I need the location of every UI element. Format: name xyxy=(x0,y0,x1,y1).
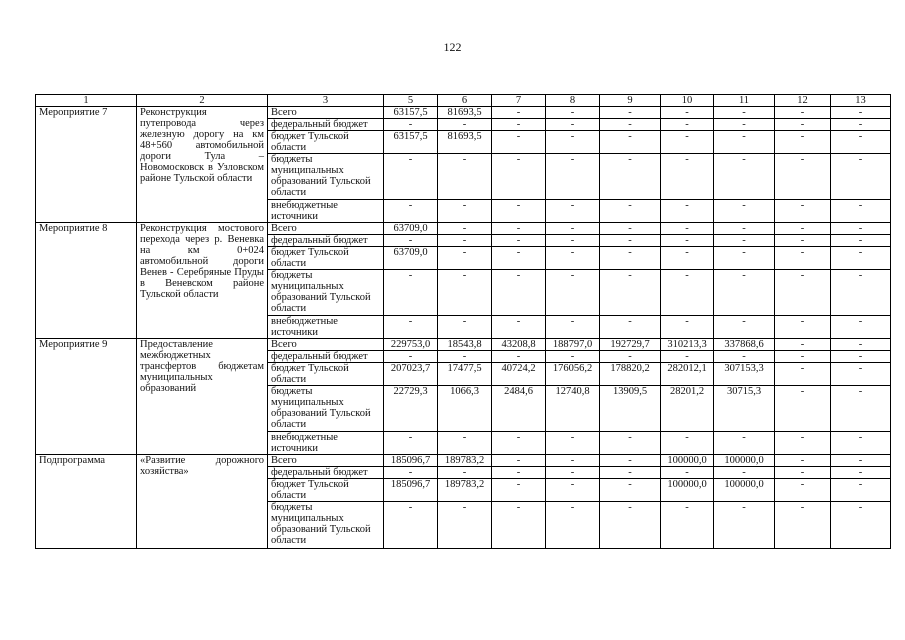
value-cell: - xyxy=(546,131,600,154)
value-cell: - xyxy=(384,467,438,479)
funding-source: бюджет Тульской области xyxy=(268,363,384,386)
funding-source: бюджеты муниципальных образований Тульской области xyxy=(268,386,384,432)
value-cell: - xyxy=(600,235,661,247)
value-cell: - xyxy=(492,467,546,479)
column-header: 11 xyxy=(714,95,775,107)
value-cell: - xyxy=(831,455,891,467)
value-cell: - xyxy=(831,467,891,479)
value-cell: 189783,2 xyxy=(438,455,492,467)
funding-source: внебюджетные источники xyxy=(268,316,384,339)
value-cell: - xyxy=(384,154,438,200)
value-cell: - xyxy=(714,107,775,119)
value-cell: - xyxy=(775,363,831,386)
funding-source: бюджет Тульской области xyxy=(268,479,384,502)
value-cell: 337868,6 xyxy=(714,339,775,351)
funding-source: внебюджетные источники xyxy=(268,432,384,455)
value-cell: - xyxy=(714,247,775,270)
measure-description: Предоставление межбюджетных трансфертов бюджетам муниципальных образований xyxy=(137,339,268,455)
value-cell: 100000,0 xyxy=(714,455,775,467)
value-cell: - xyxy=(438,235,492,247)
value-cell: - xyxy=(775,479,831,502)
value-cell: 12740,8 xyxy=(546,386,600,432)
value-cell: - xyxy=(492,479,546,502)
value-cell: - xyxy=(600,154,661,200)
value-cell: - xyxy=(714,119,775,131)
value-cell: - xyxy=(600,107,661,119)
value-cell: - xyxy=(438,270,492,316)
value-cell: 100000,0 xyxy=(661,455,714,467)
funding-source: федеральный бюджет xyxy=(268,467,384,479)
value-cell: - xyxy=(600,131,661,154)
value-cell: - xyxy=(661,131,714,154)
value-cell: 63709,0 xyxy=(384,247,438,270)
value-cell: - xyxy=(600,270,661,316)
value-cell: 81693,5 xyxy=(438,107,492,119)
value-cell: 189783,2 xyxy=(438,479,492,502)
value-cell: - xyxy=(831,479,891,502)
value-cell: 40724,2 xyxy=(492,363,546,386)
table-row xyxy=(36,339,891,351)
value-cell: - xyxy=(546,200,600,223)
value-cell: 192729,7 xyxy=(600,339,661,351)
value-cell: - xyxy=(546,316,600,339)
value-cell: - xyxy=(546,432,600,455)
value-cell: 185096,7 xyxy=(384,455,438,467)
column-header: 9 xyxy=(600,95,661,107)
funding-source: федеральный бюджет xyxy=(268,235,384,247)
value-cell: - xyxy=(384,316,438,339)
value-cell: - xyxy=(714,235,775,247)
value-cell: - xyxy=(714,223,775,235)
value-cell: - xyxy=(714,270,775,316)
funding-source: Всего xyxy=(268,223,384,235)
value-cell: - xyxy=(546,223,600,235)
value-cell: - xyxy=(546,479,600,502)
value-cell: - xyxy=(438,432,492,455)
value-cell: - xyxy=(600,467,661,479)
value-cell: - xyxy=(546,270,600,316)
value-cell: - xyxy=(492,432,546,455)
value-cell: - xyxy=(492,131,546,154)
value-cell: - xyxy=(661,316,714,339)
value-cell: - xyxy=(661,154,714,200)
value-cell: 13909,5 xyxy=(600,386,661,432)
value-cell: 28201,2 xyxy=(661,386,714,432)
funding-source: Всего xyxy=(268,455,384,467)
value-cell: - xyxy=(831,386,891,432)
measure-name: Мероприятие 8 xyxy=(36,223,137,339)
value-cell: - xyxy=(384,351,438,363)
value-cell: - xyxy=(492,200,546,223)
value-cell: - xyxy=(661,467,714,479)
value-cell: - xyxy=(492,107,546,119)
value-cell: 307153,3 xyxy=(714,363,775,386)
value-cell: - xyxy=(775,351,831,363)
value-cell: - xyxy=(546,154,600,200)
funding-source: внебюджетные источники xyxy=(268,200,384,223)
value-cell: - xyxy=(714,502,775,549)
column-header: 1 xyxy=(36,95,137,107)
value-cell: 282012,1 xyxy=(661,363,714,386)
value-cell: - xyxy=(831,270,891,316)
value-cell: - xyxy=(714,131,775,154)
value-cell: - xyxy=(831,363,891,386)
value-cell: 207023,7 xyxy=(384,363,438,386)
value-cell: - xyxy=(661,502,714,549)
value-cell: - xyxy=(831,247,891,270)
value-cell: 2484,6 xyxy=(492,386,546,432)
value-cell: - xyxy=(438,467,492,479)
value-cell: - xyxy=(492,235,546,247)
value-cell: 176056,2 xyxy=(546,363,600,386)
value-cell: - xyxy=(714,316,775,339)
value-cell: - xyxy=(492,154,546,200)
value-cell: - xyxy=(600,119,661,131)
funding-source: бюджеты муниципальных образований Тульской области xyxy=(268,154,384,200)
value-cell: - xyxy=(546,119,600,131)
value-cell: - xyxy=(492,223,546,235)
value-cell: - xyxy=(438,502,492,549)
value-cell: - xyxy=(661,107,714,119)
value-cell: - xyxy=(600,479,661,502)
value-cell: - xyxy=(775,131,831,154)
value-cell: - xyxy=(831,131,891,154)
value-cell: - xyxy=(438,316,492,339)
value-cell: - xyxy=(775,432,831,455)
value-cell: 81693,5 xyxy=(438,131,492,154)
value-cell: 63709,0 xyxy=(384,223,438,235)
value-cell: - xyxy=(714,351,775,363)
value-cell: - xyxy=(661,247,714,270)
value-cell: - xyxy=(600,351,661,363)
value-cell: - xyxy=(661,270,714,316)
funding-source: Всего xyxy=(268,339,384,351)
value-cell: - xyxy=(775,339,831,351)
value-cell: - xyxy=(438,247,492,270)
value-cell: - xyxy=(492,502,546,549)
funding-source: бюджеты муниципальных образований Тульской области xyxy=(268,270,384,316)
value-cell: 310213,3 xyxy=(661,339,714,351)
value-cell: - xyxy=(661,200,714,223)
value-cell: - xyxy=(600,223,661,235)
column-header: 12 xyxy=(775,95,831,107)
value-cell: - xyxy=(775,235,831,247)
value-cell: - xyxy=(492,455,546,467)
value-cell: - xyxy=(384,119,438,131)
value-cell: - xyxy=(492,119,546,131)
value-cell: - xyxy=(714,432,775,455)
value-cell: 63157,5 xyxy=(384,131,438,154)
value-cell: - xyxy=(714,154,775,200)
column-header: 8 xyxy=(546,95,600,107)
value-cell: - xyxy=(714,200,775,223)
funding-source: бюджет Тульской области xyxy=(268,247,384,270)
measure-name: Мероприятие 7 xyxy=(36,107,137,223)
column-header: 10 xyxy=(661,95,714,107)
value-cell: - xyxy=(438,223,492,235)
value-cell: - xyxy=(438,119,492,131)
value-cell: - xyxy=(775,119,831,131)
funding-source: Всего xyxy=(268,107,384,119)
value-cell: - xyxy=(831,235,891,247)
value-cell: 188797,0 xyxy=(546,339,600,351)
value-cell: - xyxy=(492,351,546,363)
value-cell: 22729,3 xyxy=(384,386,438,432)
value-cell: - xyxy=(600,432,661,455)
value-cell: 100000,0 xyxy=(661,479,714,502)
value-cell: 18543,8 xyxy=(438,339,492,351)
column-header: 13 xyxy=(831,95,891,107)
value-cell: - xyxy=(775,467,831,479)
value-cell: 17477,5 xyxy=(438,363,492,386)
value-cell: - xyxy=(661,235,714,247)
value-cell: - xyxy=(775,223,831,235)
measure-description: Реконструкция путепровода через железную дорогу на км 48+560 автомобильной дороги Тула – Новомосковск в Узловском районе Тульской области xyxy=(137,107,268,223)
value-cell: - xyxy=(775,200,831,223)
value-cell: - xyxy=(831,119,891,131)
value-cell: - xyxy=(775,107,831,119)
value-cell: - xyxy=(600,502,661,549)
value-cell: - xyxy=(661,223,714,235)
measure-description: «Развитие дорожного хозяйства» xyxy=(137,455,268,549)
value-cell: - xyxy=(546,235,600,247)
value-cell: - xyxy=(438,200,492,223)
value-cell: 178820,2 xyxy=(600,363,661,386)
value-cell: - xyxy=(384,200,438,223)
column-header: 2 xyxy=(137,95,268,107)
value-cell: - xyxy=(546,247,600,270)
value-cell: - xyxy=(600,316,661,339)
column-header: 6 xyxy=(438,95,492,107)
value-cell: - xyxy=(831,351,891,363)
value-cell: - xyxy=(775,316,831,339)
value-cell: - xyxy=(775,386,831,432)
value-cell: - xyxy=(384,432,438,455)
value-cell: - xyxy=(384,235,438,247)
value-cell: 43208,8 xyxy=(492,339,546,351)
value-cell: - xyxy=(831,316,891,339)
value-cell: - xyxy=(714,467,775,479)
value-cell: - xyxy=(831,502,891,549)
value-cell: - xyxy=(831,339,891,351)
value-cell: 185096,7 xyxy=(384,479,438,502)
value-cell: - xyxy=(384,270,438,316)
table-row xyxy=(36,223,891,235)
column-header: 7 xyxy=(492,95,546,107)
value-cell: - xyxy=(775,455,831,467)
value-cell: - xyxy=(546,351,600,363)
value-cell: 30715,3 xyxy=(714,386,775,432)
value-cell: - xyxy=(831,223,891,235)
funding-source: бюджеты муниципальных образований Тульской области xyxy=(268,502,384,549)
table-row xyxy=(36,107,891,119)
value-cell: - xyxy=(661,432,714,455)
measure-name: Подпрограмма xyxy=(36,455,137,549)
value-cell: - xyxy=(438,351,492,363)
value-cell: - xyxy=(546,455,600,467)
value-cell: - xyxy=(384,502,438,549)
value-cell: - xyxy=(492,316,546,339)
value-cell: - xyxy=(831,432,891,455)
value-cell: - xyxy=(775,154,831,200)
value-cell: 100000,0 xyxy=(714,479,775,502)
value-cell: - xyxy=(492,270,546,316)
value-cell: - xyxy=(775,270,831,316)
value-cell: - xyxy=(600,200,661,223)
budget-table xyxy=(35,94,891,549)
table-row xyxy=(36,455,891,467)
value-cell: - xyxy=(831,154,891,200)
value-cell: - xyxy=(661,351,714,363)
value-cell: 1066,3 xyxy=(438,386,492,432)
funding-source: федеральный бюджет xyxy=(268,119,384,131)
value-cell: - xyxy=(831,200,891,223)
header-row xyxy=(36,95,891,107)
value-cell: - xyxy=(831,107,891,119)
funding-source: федеральный бюджет xyxy=(268,351,384,363)
value-cell: - xyxy=(546,502,600,549)
value-cell: - xyxy=(600,455,661,467)
funding-source: бюджет Тульской области xyxy=(268,131,384,154)
measure-name: Мероприятие 9 xyxy=(36,339,137,455)
column-header: 5 xyxy=(384,95,438,107)
value-cell: 63157,5 xyxy=(384,107,438,119)
page-number: 122 xyxy=(443,40,462,54)
value-cell: - xyxy=(600,247,661,270)
value-cell: - xyxy=(546,467,600,479)
value-cell: - xyxy=(775,502,831,549)
value-cell: - xyxy=(492,247,546,270)
value-cell: - xyxy=(661,119,714,131)
value-cell: - xyxy=(775,247,831,270)
measure-description: Реконструкция мостового перехода через р. Веневка на км 0+024 автомобильной дороги Венев - Серебряные Пруды в Веневском районе Тульской области xyxy=(137,223,268,339)
column-header: 3 xyxy=(268,95,384,107)
value-cell: - xyxy=(438,154,492,200)
value-cell: 229753,0 xyxy=(384,339,438,351)
value-cell: - xyxy=(546,107,600,119)
